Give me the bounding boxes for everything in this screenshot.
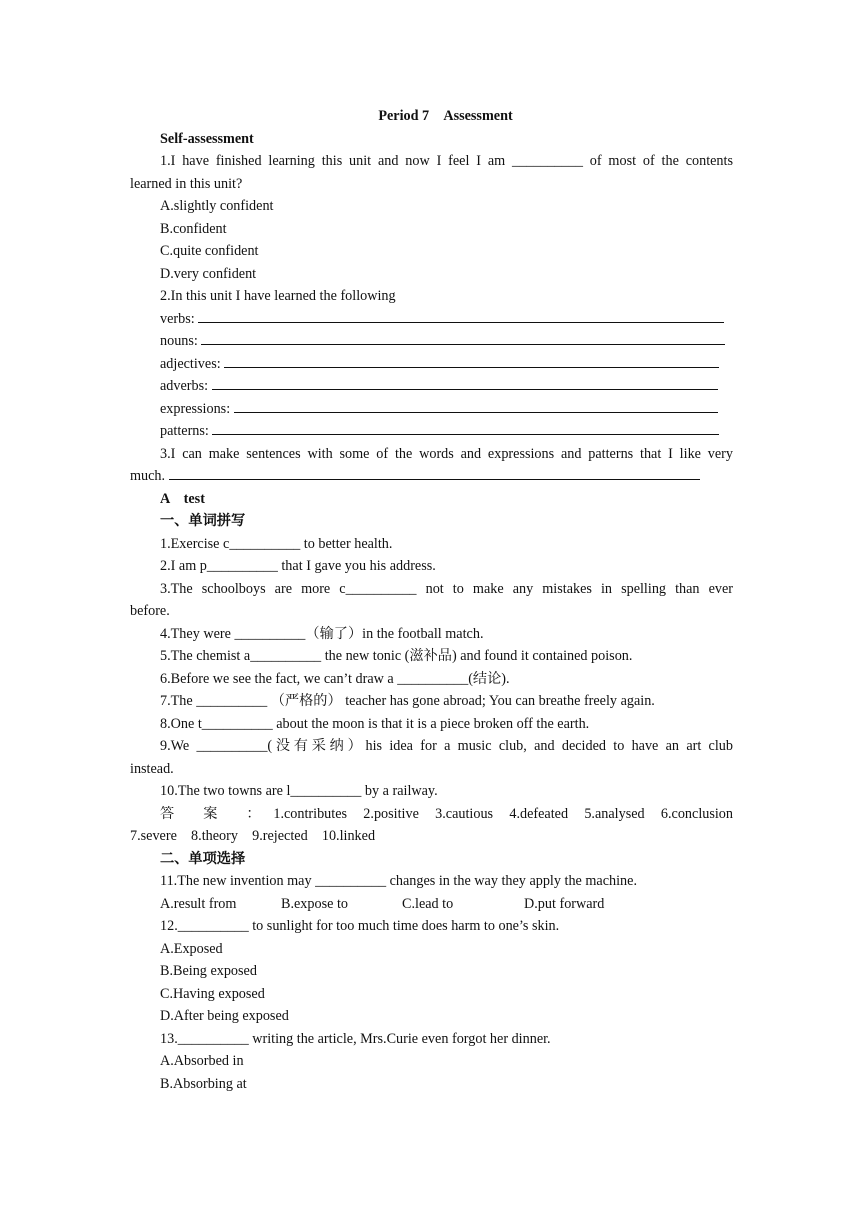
q11-option-a: A.result from [160,895,237,912]
q1-option-a: A.slightly confident [160,198,274,214]
q2-intro: 2.In this unit I have learned the following [160,288,396,304]
s1-question-4: 4.They were __________（输了）in the football match. [160,625,484,642]
a-test-heading: A test [160,490,205,507]
q13-option-a: A.Absorbed in [160,1053,244,1069]
q2-field-expressions [130,398,733,421]
s1-question-8: 8.One t__________ about the moon is that it is a piece broken off the earth. [160,715,590,732]
q1-option-d: D.very confident [160,265,257,282]
s1-question-1: 1.Exercise c__________ to better health. [160,535,393,552]
field-label: verbs: [160,310,195,327]
s1-question-2: 2.I am p__________ that I gave you his address. [160,558,436,574]
q2-field-adjectives [130,353,733,376]
field-label: patterns: [160,423,209,439]
q12-option-b: B.Being exposed [160,963,257,979]
q11-option-b: B.expose to [281,895,348,912]
q1-option-b: B.confident [160,220,227,237]
section1-heading: 一、单词拼写 [160,513,246,529]
q1-text-line2: learned in this unit? [130,175,243,192]
document-page [130,105,733,1095]
q1-option-c: C.quite confident [160,243,259,259]
s1-answer-line2: 7.severe 8.theory 9.rejected 10.linked [130,828,376,844]
s2-question-11: 11.The new invention may __________ changes in the way they apply the machine. [160,873,637,889]
q11-options-row [130,893,733,916]
page-title: Period 7 Assessment [378,108,513,124]
q13-option-b: B.Absorbing at [160,1075,247,1092]
q1-text-line1: 1.I have finished learning this unit and now I feel I am __________ of most of the contents [160,153,733,169]
field-label: adverbs: [160,378,209,394]
q2-field-nouns [130,330,733,353]
s1-question-10: 10.The two towns are l__________ by a railway. [160,783,438,799]
answer-blank[interactable] [201,330,725,345]
s1-question-9-line1: 9.We __________(没有采纳）his idea for a music club, and decided to have an art club [160,738,733,754]
q12-option-c: C.Having exposed [160,985,265,1002]
s1-answer-line1: 答 案 ：1.contributes 2.positive 3.cautious 4.defeated 5.analysed 6.conclusion [160,805,733,822]
q2-field-adverbs [130,375,733,398]
s1-question-6: 6.Before we see the fact, we can’t draw a __________(结论). [160,670,510,687]
answer-blank[interactable] [224,353,719,368]
self-assessment-heading: Self-assessment [160,130,254,147]
q3-text-end: much. [130,468,166,484]
q3-text-line1: 3.I can make sentences with some of the words and expressions and patterns that I like very [160,445,733,462]
q12-option-d: D.After being exposed [160,1008,289,1024]
answer-blank[interactable] [198,308,724,323]
q11-option-c: C.lead to [402,895,454,912]
answer-blank[interactable] [212,420,719,435]
s1-question-3-line2: before. [130,603,170,619]
s2-question-13: 13.__________ writing the article, Mrs.Curie even forgot her dinner. [160,1030,551,1047]
s2-question-12: 12.__________ to sunlight for too much time does harm to one’s skin. [160,918,560,934]
s1-question-7: 7.The __________ （严格的） teacher has gone abroad; You can breathe freely again. [160,693,655,709]
field-label: expressions: [160,400,231,417]
answer-blank[interactable] [212,375,718,390]
section2-heading: 二、单项选择 [160,850,246,867]
s1-question-3-line1: 3.The schoolboys are more c__________ not to make any mistakes in spelling than ever [160,580,733,597]
answer-blank[interactable] [234,398,718,413]
q3-text-line2 [130,465,733,488]
s1-question-9-line2: instead. [130,760,174,777]
field-label: adjectives: [160,355,221,372]
answer-blank[interactable] [169,465,700,480]
s1-question-5: 5.The chemist a__________ the new tonic (滋补品) and found it contained poison. [160,648,633,664]
q12-option-a: A.Exposed [160,940,223,957]
q2-field-patterns [130,420,733,443]
q11-option-d: D.put forward [524,895,605,912]
q2-field-verbs [130,308,733,331]
field-label: nouns: [160,333,198,349]
